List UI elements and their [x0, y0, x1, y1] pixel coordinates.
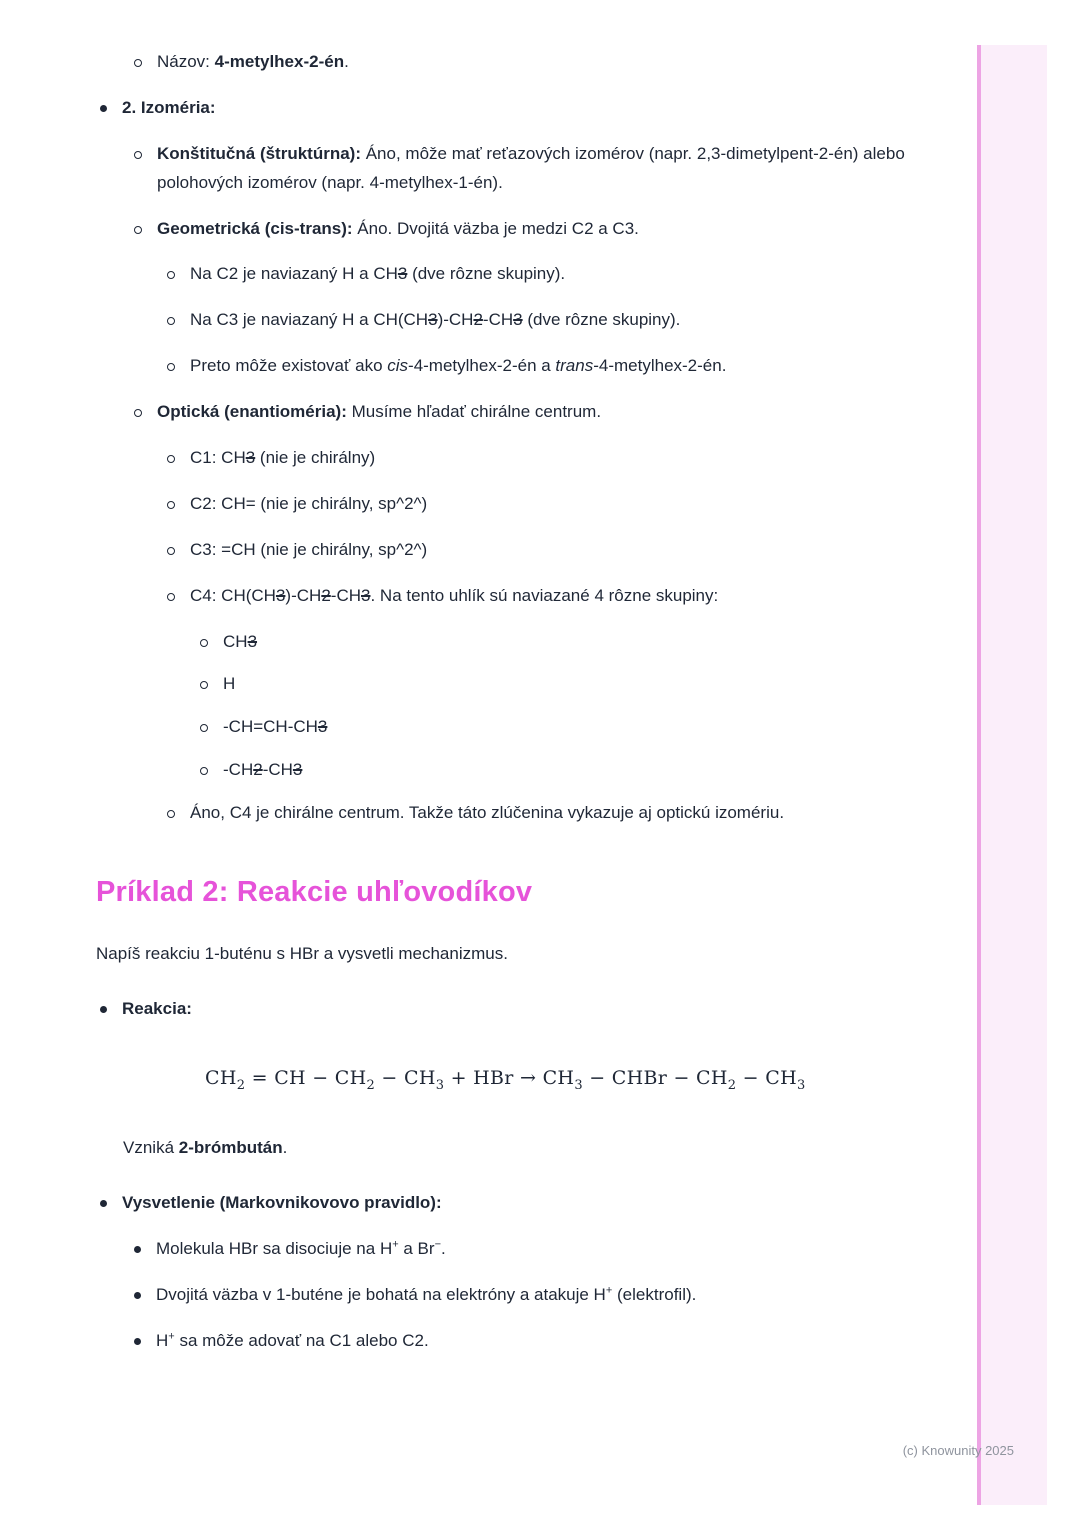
list-item-text [190, 352, 935, 381]
list-item-text [190, 536, 935, 565]
text-segment: − CH [736, 1067, 797, 1090]
bullet-disc-marker [134, 1292, 141, 1299]
bullet-circle-marker [134, 59, 142, 67]
list-item [100, 995, 935, 1024]
text-segment: 2 [236, 1077, 246, 1093]
text-segment: (nie je chirálny) [255, 448, 376, 468]
list-item-text [190, 260, 935, 289]
text-segment: Názov: [157, 52, 215, 71]
text-segment: Na C3 je naviazaný H a CH(CH [190, 310, 429, 330]
text-segment: . [441, 1239, 446, 1259]
struck-text: 3 [247, 631, 258, 651]
list-item [167, 582, 935, 611]
list-item [167, 799, 935, 828]
text-segment: H [156, 1330, 169, 1350]
bullet-circle-marker [167, 317, 175, 325]
text-segment: C3: =CH (nie je chirálny, sp^2^) [190, 539, 428, 559]
bullet-circle-marker [167, 810, 175, 818]
text-segment: Áno, môže mať reťazových izomérov (napr. 2,3-dimetylpent-2-én) alebo polohových izomérov (napr. 4-metylhex-1-én). [157, 143, 905, 192]
list-item [167, 260, 935, 289]
text-segment: Vysvetlenie (Markovnikovovo pravidlo): [122, 1193, 442, 1213]
list-item-text [223, 628, 935, 657]
list-item-text [156, 1327, 935, 1356]
bullet-circle-marker [167, 593, 175, 601]
text-segment: 3 [796, 1077, 806, 1093]
text-segment: H [223, 674, 236, 694]
list-item [200, 713, 935, 742]
list-item [134, 48, 935, 77]
text-segment: C2: CH= (nie je chirálny, sp^2^) [190, 493, 428, 513]
paragraph [123, 1134, 935, 1163]
text-segment: sa môže adovať na C1 alebo C2. [174, 1330, 429, 1350]
text-segment: + HBr → CH [444, 1067, 575, 1090]
list-item-text [157, 48, 935, 77]
list-item [134, 140, 935, 198]
list-item-text [190, 444, 935, 473]
struck-text: 3 [317, 717, 328, 737]
text-segment: + [168, 1330, 175, 1343]
list-item [134, 1327, 935, 1356]
list-item [100, 1189, 935, 1218]
chemical-equation [205, 1062, 935, 1094]
list-item-text [223, 713, 935, 742]
right-accent-band [977, 45, 1047, 1505]
list-item-text [157, 140, 935, 198]
list-item-text [156, 1235, 935, 1264]
list-item-text [157, 398, 935, 427]
text-segment: CH [223, 631, 248, 651]
text-segment: C4: CH(CH [190, 585, 276, 605]
text-segment: -CH [482, 310, 514, 330]
text-segment: . [344, 52, 349, 71]
list-item-text [156, 1281, 935, 1310]
list-item [134, 1235, 935, 1264]
text-segment: . [282, 1138, 288, 1158]
struck-text: 3 [361, 585, 371, 605]
text-segment: Preto môže existovať ako [190, 356, 388, 376]
list-item [200, 756, 935, 785]
struck-text: 3 [275, 585, 286, 605]
list-item-text [122, 995, 935, 1024]
text-segment: Optická (enantioméria): [157, 402, 347, 422]
text-segment: − CHBr − CH [582, 1067, 728, 1090]
list-item [167, 352, 935, 381]
bullet-circle-marker [134, 409, 142, 417]
bullet-disc-marker [100, 1200, 107, 1207]
list-item [100, 94, 935, 123]
list-item-text [190, 490, 935, 519]
text-segment: trans [555, 356, 594, 376]
bullet-circle-marker [167, 547, 175, 555]
text-segment: )-CH [285, 585, 322, 605]
text-segment: 2. Izoméria: [122, 97, 216, 117]
text-segment: − [434, 1238, 441, 1251]
struck-text: 3 [245, 448, 256, 468]
struck-text: 2 [253, 760, 263, 780]
list-item [200, 670, 935, 699]
text-segment: 3 [435, 1077, 445, 1093]
struck-text: 3 [292, 760, 303, 780]
list-item-text [223, 756, 935, 785]
list-item [167, 536, 935, 565]
text-segment: Áno. Dvojitá väzba je medzi C2 a C3. [352, 218, 639, 238]
list-item [167, 444, 935, 473]
text-segment: Napíš reakciu 1-buténu s HBr a vysvetli mechanizmus. [96, 944, 508, 964]
text-segment: -4-metylhex-2-én a [408, 356, 556, 376]
struck-text: 2 [473, 310, 483, 330]
text-segment: cis [387, 356, 409, 376]
text-segment: -4-metylhex-2-én. [593, 356, 727, 376]
text-segment: CH [205, 1067, 237, 1090]
text-segment: Geometrická (cis-trans): [157, 218, 353, 238]
list-item [167, 490, 935, 519]
list-item-text [190, 306, 935, 335]
text-segment: )-CH [437, 310, 474, 330]
text-segment: − CH [375, 1067, 436, 1090]
list-item-text [223, 670, 935, 699]
text-segment: Musíme hľadať chirálne centrum. [346, 402, 602, 422]
bullet-circle-marker [200, 724, 208, 732]
bullet-circle-marker [167, 501, 175, 509]
text-segment: Molekula HBr sa disociuje na H [156, 1239, 393, 1259]
text-segment: Príklad 2: Reakcie uhľovodíkov [96, 876, 533, 909]
list-item-text [190, 799, 935, 828]
text-segment: (elektrofil). [612, 1285, 697, 1305]
text-segment: -CH [262, 760, 293, 780]
text-segment: = CH − CH [245, 1067, 367, 1090]
bullet-circle-marker [134, 226, 142, 234]
text-segment: a Br [398, 1239, 435, 1259]
text-segment: 4-metylhex-2-én [214, 52, 345, 71]
text-segment: 2-brómbután [178, 1138, 283, 1158]
bullet-circle-marker [200, 767, 208, 775]
text-segment: 2 [366, 1077, 376, 1093]
list-item [167, 306, 935, 335]
bullet-circle-marker [167, 363, 175, 371]
paragraph [96, 940, 935, 969]
struck-text: 2 [321, 585, 331, 605]
text-segment: Áno, C4 je chirálne centrum. Takže táto zlúčenina vykazuje aj optickú izomériu. [190, 803, 785, 823]
bullet-circle-marker [167, 271, 175, 279]
text-segment: C1: CH [190, 448, 246, 468]
section-heading [96, 874, 935, 910]
bullet-circle-marker [134, 151, 142, 159]
struck-text: 3 [397, 264, 408, 284]
text-segment: 3 [574, 1077, 583, 1093]
list-item-text [157, 215, 935, 244]
bullet-disc-marker [100, 1006, 107, 1013]
bullet-circle-marker [200, 681, 208, 689]
footer-credit: (c) Knowunity 2025 [902, 1443, 1014, 1458]
text-segment: -CH=CH-CH [223, 717, 318, 737]
struck-text: 3 [428, 310, 438, 330]
text-segment: Na C2 je naviazaný H a CH [190, 264, 398, 284]
text-segment: -CH [330, 585, 361, 605]
bullet-disc-marker [134, 1338, 141, 1345]
list-item [134, 1281, 935, 1310]
text-segment: (dve rôzne skupiny). [522, 310, 681, 330]
text-segment: . Na tento uhlík sú naviazané 4 rôzne skupiny: [370, 585, 719, 605]
bullet-disc-marker [134, 1246, 141, 1253]
text-segment: -CH [223, 760, 254, 780]
struck-text: 3 [513, 310, 523, 330]
list-item-text [122, 94, 935, 123]
list-item [134, 215, 935, 244]
text-segment: Reakcia: [122, 999, 192, 1019]
list-item-text [190, 582, 935, 611]
text-segment: Konštitučná (štruktúrna): [157, 143, 361, 163]
text-segment: + [392, 1238, 399, 1251]
text-segment: 2 [727, 1077, 737, 1093]
text-segment: (dve rôzne skupiny). [407, 264, 566, 284]
list-item-text [122, 1189, 935, 1218]
list-item [200, 628, 935, 657]
bullet-disc-marker [100, 105, 107, 112]
text-segment: Vzniká [123, 1138, 179, 1158]
text-segment: + [605, 1284, 613, 1297]
list-item [134, 398, 935, 427]
text-segment: Dvojitá väzba v 1-buténe je bohatá na elektróny a atakuje H [156, 1285, 606, 1305]
bullet-circle-marker [167, 455, 175, 463]
bullet-circle-marker [200, 639, 208, 647]
